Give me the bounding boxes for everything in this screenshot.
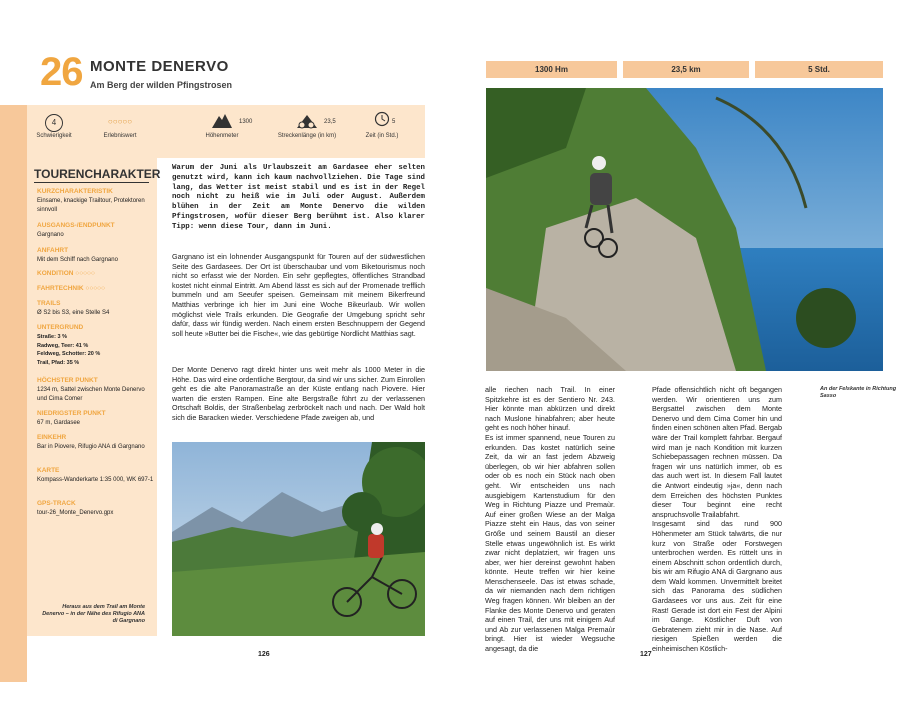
sb-heading: AUSGANGS-/ENDPUNKT	[37, 222, 115, 229]
sb-text: Bar in Piovere, Rifugio ANA di Gargnano	[37, 444, 145, 450]
sb-heading: KARTE	[37, 467, 60, 474]
sb-text: Einsame, knackige Trailtour, Protektoren sinnvoll	[37, 198, 145, 213]
stat-difficulty: 4 Schwierigkeit	[19, 111, 89, 139]
tour-character-sidebar	[27, 158, 161, 636]
difficulty-icon: 4	[45, 114, 63, 132]
tour-number: 26	[40, 50, 83, 94]
photo-caption-right: An der Felskante in Richtung Sasso	[820, 386, 897, 399]
sb-heading: KONDITION ○○○○○	[37, 270, 95, 277]
stat-distance: 23,5 Streckenlänge (in km)	[272, 111, 342, 139]
stats-bar	[27, 105, 425, 158]
pill-elevation: 1300 Hm	[486, 61, 617, 78]
sb-heading: ANFAHRT	[37, 247, 69, 254]
sb-heading: KURZCHARAKTERISTIK	[37, 188, 113, 195]
tour-subtitle: Am Berg der wilden Pfingstrosen	[90, 80, 233, 90]
sb-heading: FAHRTECHNIK ○○○○○	[37, 285, 106, 292]
lead-paragraph: Warum der Juni als Urlaubszeit am Gardasee eher selten genutzt wird, kann ich kaum nachvollziehen. Die Tage sind lang, das Wetter ist meist stabil und es ist in der Regel noch nicht zu heiß wie im Juli oder August. Außerdem blühen in der Zeit am Monte Denervo die wilden Pfingstrosen, wofür dieser Berg berühmt ist. Also klarer Tipp: wenn diese Tour, dann im Juni.	[172, 164, 425, 231]
sb-text: 67 m, Gardasee	[37, 420, 81, 426]
photo-biker-meadow	[172, 442, 425, 636]
page-edge-strip	[0, 105, 27, 682]
page-number-right: 127	[640, 651, 652, 658]
sb-heading: GPS-TRACK	[37, 500, 76, 507]
stat-time: 5 Zeit (in Std.)	[347, 111, 417, 139]
photo-biker-rock-edge	[486, 88, 883, 371]
body-column-3: alle riechen nach Trail. In einer Spitzkehre ist es der Sentiero Nr. 243. Hier könnte man abkürzen und direkt nach Muslone hinabfahren; aber heute geht es noch höher hinauf. Es ist immer spannend, neue Touren zu erkunden. Das kostet natürlich seine Zeit, da wir an fast jedem Abzweig überlegen, ob wir hier abfahren sollen oder ob es noch ein Stück nach oben geht. Wir entscheiden uns nach ausgiebigem Kartenstudium für den Weg in Richtung Piazze und Premaùr. Auf einer großen Wiese an der Malga Piazze steht ein Haus, das von seiner Größe und seinem Baustil an dieser Stelle etwas ungewöhnlich ist. Es wirkt zwar nicht deplatziert, wir fragen uns aber, wer hier dereinst gewohnt haben könnte. Heute treffen wir hier keine Menschenseele. Das ist etwas schade, da wir niemanden nach dem richtigen Weg fragen können. Wir bleiben an der Flanke des Monte Denervo und geraten auf einen Trail, der uns mit einigem Auf und Ab zur verlassenen Malga Premaùr bringt. Hier ist wieder Wegsuche angesagt, da die	[485, 385, 615, 654]
sb-text: Ø S2 bis S3, eine Stelle S4	[37, 310, 110, 316]
page-number-left: 126	[258, 651, 270, 658]
tour-title: MONTE DENERVO	[90, 58, 229, 75]
body-column-4: Pfade offensichtlich nicht oft begangen werden. Wir orientieren uns zum Bergsattel zwischen dem Monte Denervo und dem Cima Comer hin und finden einen schönen alten Pfad. Bergab wäre der Trail komplett fahrbar. Bergauf wird man je nach Kondition mit kurzen Schiebepassagen rechnen müssen. Da fragen wir uns natürlich immer, ob es das auch wert ist. In diesem Fall lautet die Antwort eindeutig »ja«, denn nach dem Erreichen des höchsten Punktes dieser Tour beginnt eine recht anspruchsvolle Trailabfahrt. Insgesamt sind das rund 900 Höhenmeter am Stück talwärts, die nur kurz von Straße oder Forstwegen unterbrochen werden. Es rüttelt uns in einem Abschnitt schon ordentlich durch, bis wir am Rifugio ANA di Gargnano aus dem Wald kommen. Unvermittelt breitet sich das Panorama des südlichen Gardasees vor uns aus. Zeit für eine Rast! Gerade ist dort ein Fest der Alpini im Gange. Köstlicher Duft von Gebratenem zieht mir in die Nase. Auf riesigen Spießen werden die einheimischen Köstlich-	[652, 385, 782, 654]
sb-heading: UNTERGRUND	[37, 324, 84, 331]
sidebar-title: TOURENCHARAKTER	[34, 167, 161, 181]
body-paragraph-1: Gargnano ist ein lohnender Ausgangspunkt für Touren auf der südwestlichen Seite des Gardasees. Der Ort ist überschaubar und vom Biketourismus noch nicht so erfasst wie der Norden. Ein sehr gepflegtes, öffentliches Strandbad kostet nicht einmal Eintritt. Am Abend lässt es sich auf der Promenade trefflich bummeln und am Seeufer speisen. Gemeinsam mit meinem Bikerfreund Matthias verbringe ich hier im Juni eine Woche Bikeurlaub. Wir wollen möglichst viele Trails erkunden. Die Geografie der Umgebung spricht sehr dafür, dass wir fündig werden. Nach einem ersten Beschnuppern der Gegend soll heute »Butter bei die Fische«, wie das gebürtige Nordlicht Matthias sagt.	[172, 252, 425, 338]
sb-heading: HÖCHSTER PUNKT	[37, 377, 98, 384]
sidebar-divider	[34, 182, 149, 183]
sb-text: Mit dem Schiff nach Gargnano	[37, 257, 118, 263]
stat-experience: ○○○○○ Erlebniswert	[85, 111, 155, 139]
photo-caption-left: Heraus aus dem Trail am Monte Denervo – in der Nähe des Rifugio ANA di Gargnano	[42, 604, 145, 624]
sb-heading: EINKEHR	[37, 434, 67, 441]
pill-distance: 23,5 km	[623, 61, 749, 78]
sb-text: Gargnano	[37, 232, 64, 238]
stat-elevation: 1300 Höhenmeter	[187, 111, 257, 139]
sb-text: Straße: 3 % Radweg, Teer: 41 % Feldweg, Schotter: 20 % Trail, Pfad: 35 %	[37, 334, 101, 366]
body-paragraph-2: Der Monte Denervo ragt direkt hinter uns weit mehr als 1000 Meter in die Höhe. Das wird eine ordentliche Bergtour, da sind wir uns sicher. Zum Einrollen geht es die alte Panoramastraße an der Küste entlang nach Piovere. Hier warten die ersten Rampen. Eine alte Bergstraße führt zu der verlassenen Ortschaft Boldis, der Straßenbelag zerbröckelt nach und nach. Der Wald holt sich die Baracken wieder. Verschiedene Pfade zweigen ab, und	[172, 365, 425, 422]
sb-text: tour-26_Monte_Denervo.gpx	[37, 510, 114, 516]
sb-heading: TRAILS	[37, 300, 61, 307]
sb-heading: NIEDRIGSTER PUNKT	[37, 410, 106, 417]
pill-duration: 5 Std.	[755, 61, 883, 78]
clock-icon	[347, 111, 417, 133]
experience-dots-icon: ○○○○○	[107, 117, 133, 126]
sb-text: Kompass-Wanderkarte 1:35 000, WK 697-1	[37, 477, 154, 483]
sb-text: 1234 m, Sattel zwischen Monte Denervo und Cima Comer	[37, 387, 145, 402]
